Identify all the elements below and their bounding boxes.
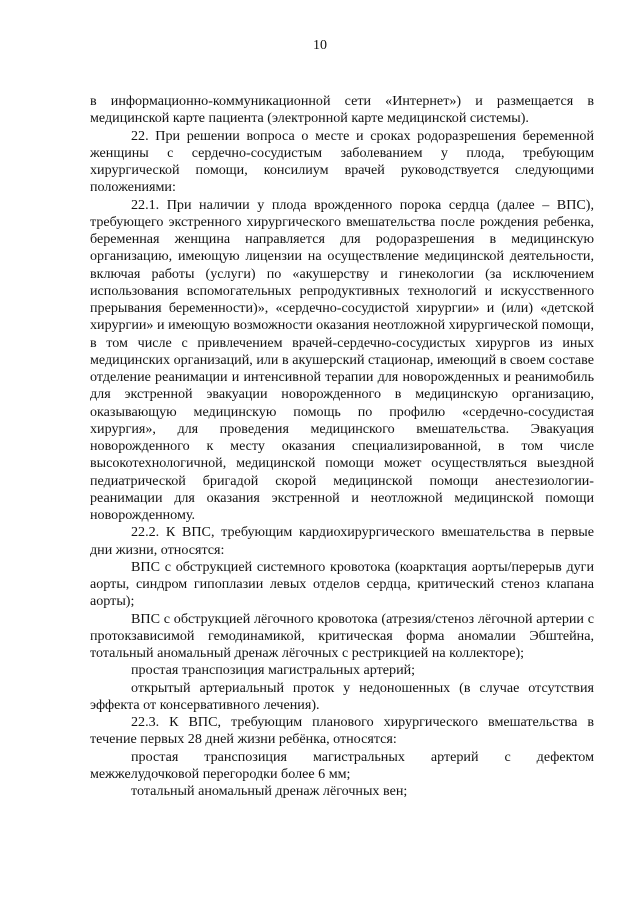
paragraph-22: 22. При решении вопроса о месте и сроках родоразрешения беременной женщины с сердечно-сосудистым заболеванием у плода, требующим хирургической помощи, консилиум врачей руководствуется следующими положениями: — [90, 127, 594, 196]
list-item-transposition-vsd: простая транспозиция магистральных артерий с дефектом межжелудочковой перегородки более 6 мм; — [90, 748, 594, 782]
list-item-anomalous-drainage: тотальный аномальный дренаж лёгочных вен; — [131, 783, 408, 799]
paragraph-continuation: в информационно-коммуникационной сети «Интернет») и размещается в медицинской карте пациента (электронной карте медицинской системы). — [90, 93, 594, 127]
list-item-simple-transposition: простая транспозиция магистральных артерий; — [131, 662, 416, 679]
document-body — [90, 93, 594, 800]
paragraph-22-3: 22.3. К ВПС, требующим планового хирургического вмешательства в течение первых 28 дней жизни ребёнка, относятся: — [90, 714, 594, 748]
paragraph-22-1: 22.1. При наличии у плода врожденного порока сердца (далее – ВПС), требующего экстренного хирургического вмешательства после рождения ребенка, беременная женщина направляется для родоразрешения в медицинскую организацию, имеющую лицензии на осуществление медицинской деятельности, включая работы (услуги) по «акушерству и гинекологии (за исключением использования вспомогательных репродуктивных технологий и искусственного прерывания беременности)», «сердечно-сосудистой хирургии» и (или) «детской хирургии» и имеющую возможности оказания неотложной хирургической помощи, в том числе с привлечением врачей-сердечно-сосудистых хирургов из иных медицинских организаций, или в акушерский стационар, имеющий в своем составе отделение реанимации и интенсивной терапии для новорожденных и реанимобиль для экстренной эвакуации новорожденного в медицинскую организацию, оказывающую медицинскую помощь по профилю «сердечно-сосудистая хирургия», для проведения медицинского вмешательства. Эвакуация новорожденного к месту оказания специализированной, в том числе высокотехнологичной, медицинской помощи может осуществляться выездной педиатрической бригадой скорой медицинской помощи анестезиологии-реанимации для оказания экстренной и неотложной медицинской помощи новорожденному. — [90, 196, 594, 523]
list-item-pulmonary-obstruction: ВПС с обструкцией лёгочного кровотока (атрезия/стеноз лёгочной артерии с протокзависимой гемодинамикой, критическая форма аномалии Эбштейна, тотальный аномальный дренаж лёгочных с рестрикцией на коллекторе); — [90, 610, 594, 661]
page-number: 10 — [313, 38, 327, 53]
list-item-patent-ductus: открытый артериальный проток у недоношенных (в случае отсутствия эффекта от консервативного лечения). — [90, 679, 594, 713]
list-item-systemic-obstruction: ВПС с обструкцией системного кровотока (коарктация аорты/перерыв дуги аорты, синдром гипоплазии левых отделов сердца, критический стеноз клапана аорты); — [90, 558, 594, 610]
paragraph-22-2: 22.2. К ВПС, требующим кардиохирургического вмешательства в первые дни жизни, относятся: — [90, 524, 594, 558]
